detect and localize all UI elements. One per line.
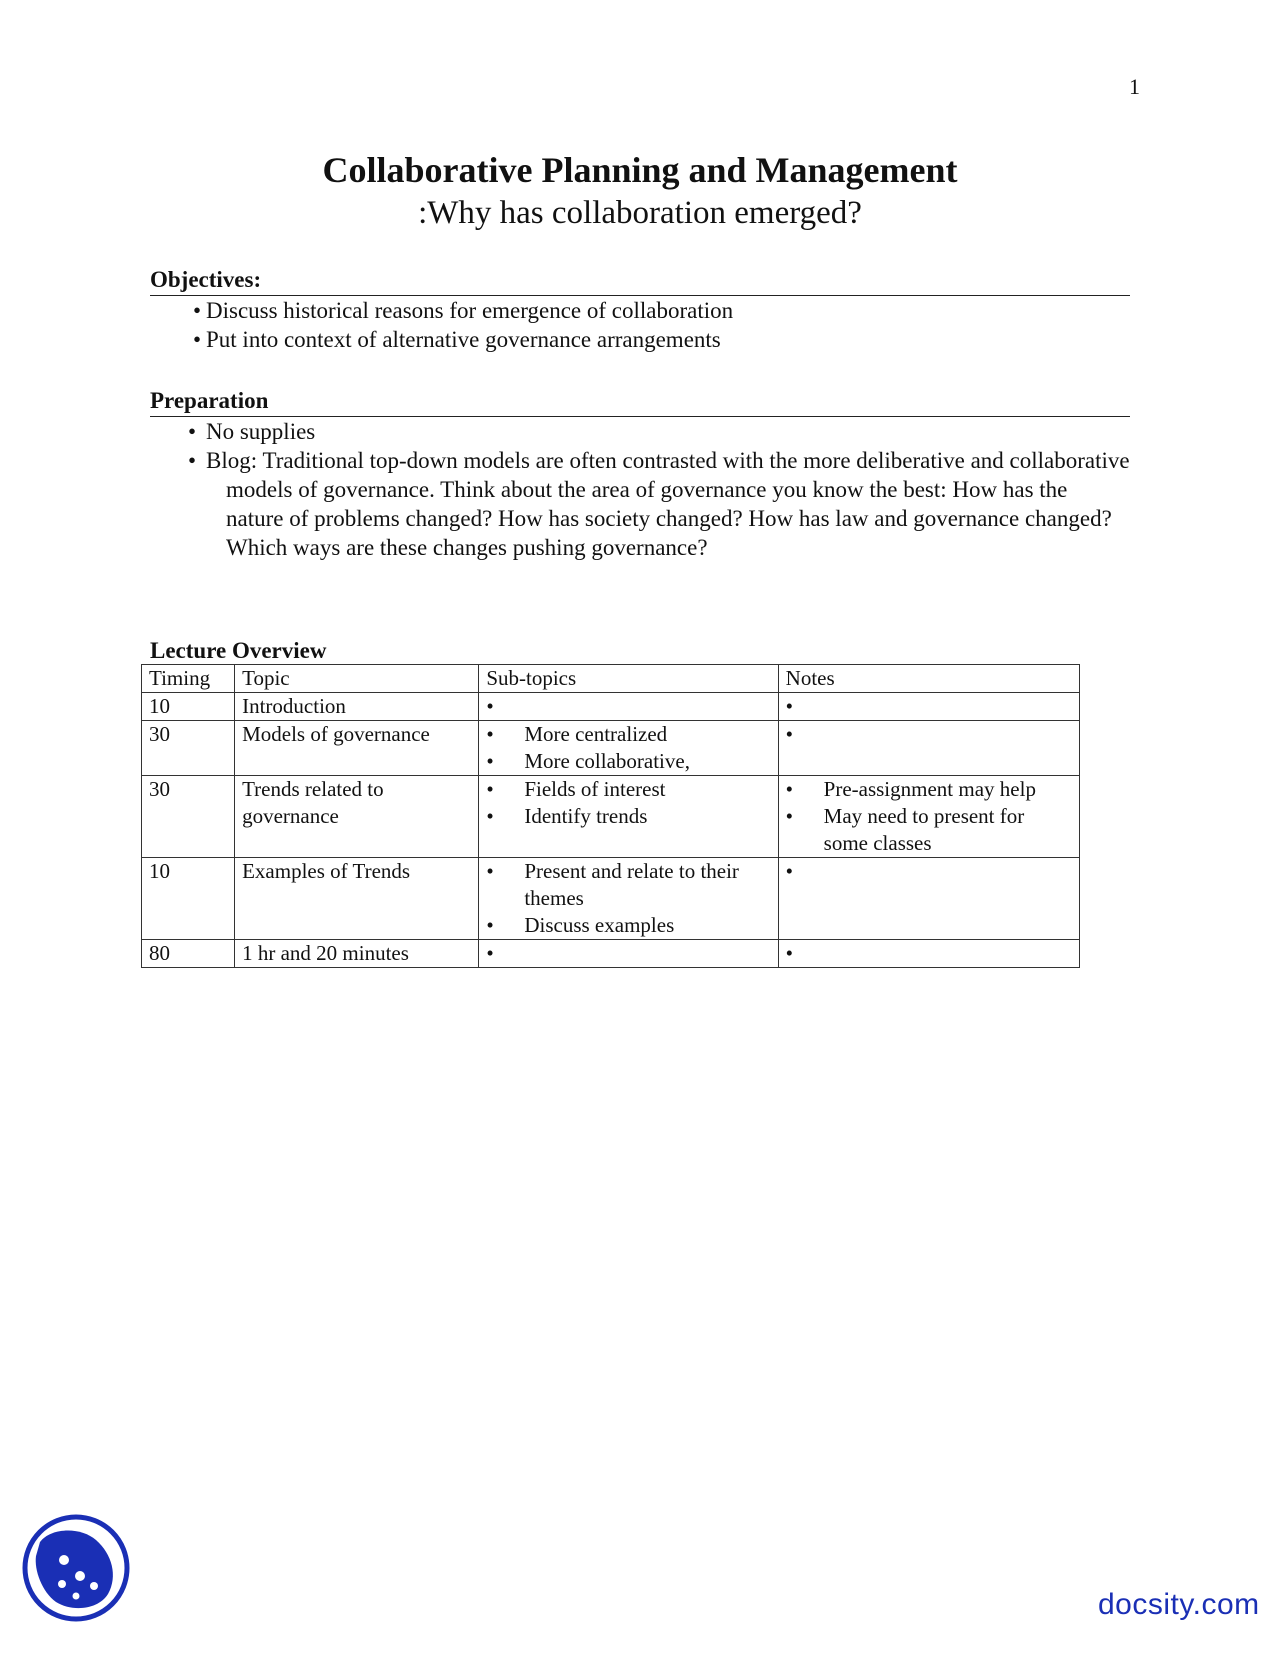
title-block xyxy=(140,148,1140,234)
list-item xyxy=(486,776,770,803)
bullet-icon: • xyxy=(785,777,794,801)
bullet-icon: • xyxy=(486,777,494,801)
lecture-overview-heading: Lecture Overview xyxy=(150,638,327,663)
list-item xyxy=(150,417,1130,446)
list-item xyxy=(786,858,1072,885)
bullet-icon: • xyxy=(486,941,494,965)
list-item xyxy=(786,940,1072,967)
cell-topic: 1 hr and 20 minutes xyxy=(235,940,479,968)
table-row xyxy=(142,858,1080,940)
list-item xyxy=(486,912,770,939)
cell-bullet-list xyxy=(786,776,1072,857)
table-row xyxy=(142,940,1080,968)
table-row xyxy=(142,721,1080,776)
bullet-icon: • xyxy=(785,722,794,746)
cell-timing: 10 xyxy=(142,858,235,940)
bullet-icon: • xyxy=(188,448,197,473)
cell-subtopics xyxy=(479,721,778,776)
cell-topic: Examples of Trends xyxy=(235,858,479,940)
list-item-text: Identify trends xyxy=(524,804,648,828)
bullet-icon: • xyxy=(486,913,494,937)
list-item xyxy=(786,721,1072,748)
bullet-icon: • xyxy=(193,298,202,323)
bullet-icon: • xyxy=(188,419,197,444)
list-item xyxy=(150,325,1130,354)
document-title: Collaborative Planning and Management xyxy=(322,150,958,190)
bullet-icon: • xyxy=(486,804,494,828)
cell-timing: 10 xyxy=(142,693,235,721)
list-item-text: No supplies xyxy=(206,419,316,444)
list-item-text: May need to present for some classes xyxy=(823,804,1025,855)
table-header-row xyxy=(142,665,1080,693)
objectives-list xyxy=(150,296,1130,354)
objectives-heading: Objectives: xyxy=(150,266,1130,296)
list-item xyxy=(486,940,770,967)
cell-subtopics xyxy=(479,940,778,968)
list-item xyxy=(486,858,770,912)
cell-notes xyxy=(778,721,1079,776)
cell-bullet-list xyxy=(486,693,770,720)
cell-bullet-list xyxy=(486,776,770,830)
docsity-logo-icon xyxy=(20,1512,132,1624)
cell-topic: Models of governance xyxy=(235,721,479,776)
bullet-icon: • xyxy=(486,722,494,746)
table-body xyxy=(142,693,1080,968)
bullet-icon: • xyxy=(486,859,494,883)
cell-notes xyxy=(778,940,1079,968)
table-row xyxy=(142,776,1080,858)
bullet-icon: • xyxy=(785,694,794,718)
cell-subtopics xyxy=(479,858,778,940)
document-subtitle: :Why has collaboration emerged? xyxy=(418,195,862,231)
cell-topic: Trends related to governance xyxy=(235,776,479,858)
list-item-text: Present and relate to their themes xyxy=(524,859,739,910)
list-item xyxy=(150,446,1130,562)
cell-topic: Introduction xyxy=(235,693,479,721)
list-item xyxy=(486,803,770,830)
bullet-icon: • xyxy=(785,941,794,965)
page-number: 1 xyxy=(1129,74,1140,99)
list-item-text: Fields of interest xyxy=(524,777,666,801)
list-item-text: More centralized xyxy=(524,722,668,746)
cell-bullet-list xyxy=(486,940,770,967)
list-item xyxy=(786,776,1072,803)
table-row xyxy=(142,693,1080,721)
list-item-text: Put into context of alternative governance arrangements xyxy=(206,327,721,352)
objectives-section xyxy=(150,266,1130,354)
cell-timing: 30 xyxy=(142,721,235,776)
cell-timing: 80 xyxy=(142,940,235,968)
cell-subtopics xyxy=(479,693,778,721)
cell-subtopics xyxy=(479,776,778,858)
cell-notes xyxy=(778,693,1079,721)
column-header-subtopics: Sub-topics xyxy=(479,665,778,693)
column-header-timing: Timing xyxy=(142,665,235,693)
list-item-text: More collaborative, xyxy=(524,749,690,773)
cell-bullet-list xyxy=(786,721,1072,748)
cell-bullet-list xyxy=(786,940,1072,967)
lecture-overview-table xyxy=(141,664,1080,968)
list-item-text: Pre-assignment may help xyxy=(823,777,1036,801)
bullet-icon: • xyxy=(785,804,794,828)
preparation-list xyxy=(150,417,1130,562)
list-item-text: Blog: Traditional top-down models are often contrasted with the more deliberative and collaborative models of governance. Think about the area of governance you know the best: How has the nature of problems changed? How has society changed? How has law and governance changed? Which ways are these changes pushing governance? xyxy=(206,448,1130,560)
list-item xyxy=(486,721,770,748)
cell-notes xyxy=(778,858,1079,940)
list-item xyxy=(786,803,1072,857)
column-header-notes: Notes xyxy=(778,665,1079,693)
bullet-icon: • xyxy=(785,859,794,883)
docsity-brand-link[interactable]: docsity.com xyxy=(1098,1588,1260,1621)
cell-bullet-list xyxy=(486,721,770,775)
list-item-text: Discuss historical reasons for emergence of collaboration xyxy=(206,298,734,323)
preparation-heading: Preparation xyxy=(150,387,1130,417)
cell-bullet-list xyxy=(786,693,1072,720)
cell-notes xyxy=(778,776,1079,858)
bullet-icon: • xyxy=(486,694,494,718)
list-item xyxy=(786,693,1072,720)
cell-bullet-list xyxy=(486,858,770,939)
bullet-icon: • xyxy=(193,327,202,352)
list-item xyxy=(486,693,770,720)
preparation-section xyxy=(150,387,1130,562)
cell-timing: 30 xyxy=(142,776,235,858)
list-item-text: Discuss examples xyxy=(524,913,675,937)
bullet-icon: • xyxy=(486,749,494,773)
column-header-topic: Topic xyxy=(235,665,479,693)
list-item xyxy=(150,296,1130,325)
cell-bullet-list xyxy=(786,858,1072,885)
list-item xyxy=(486,748,770,775)
